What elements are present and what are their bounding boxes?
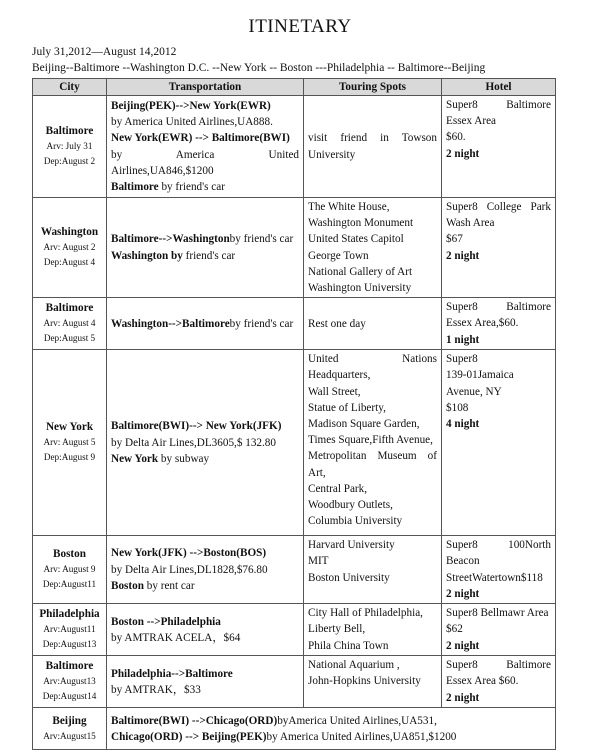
touring-spots-cell	[304, 536, 442, 604]
touring-spot: Times Square,Fifth Avenue,	[308, 434, 433, 447]
touring-spot: United Nations Headquarters,	[308, 353, 437, 382]
hotel-detail: 139-01Jamaica Avenue, NY	[446, 369, 514, 398]
transportation-cell	[107, 604, 304, 656]
touring-spot: Wall Street,	[308, 385, 361, 398]
table-row	[33, 298, 556, 350]
arrival-date: Arv: July 31	[46, 141, 93, 151]
transport-line	[111, 231, 299, 247]
table-row	[33, 198, 556, 298]
touring-spot: Boston University	[308, 571, 390, 584]
city-name: Washington	[40, 226, 99, 239]
touring-spot: MIT	[308, 555, 329, 568]
hotel-nights: 2 night	[446, 587, 480, 600]
touring-spot: City Hall of Philadelphia,	[308, 607, 423, 620]
city-name: Baltimore	[45, 660, 94, 673]
touring-spots-cell	[304, 656, 442, 708]
arrival-date: Arv: August 4	[43, 318, 96, 329]
departure-date: Dep:August 9	[43, 452, 96, 463]
final-transport-line	[111, 729, 551, 745]
touring-spot: Phila China Town	[308, 639, 389, 652]
touring-spots-cell	[304, 350, 442, 536]
transport-detail: by AMTRAK ACELA，$64	[111, 631, 241, 644]
hotel-nights: 4 night	[446, 418, 480, 431]
transport-detail: by Delta Air Lines,DL3605,$ 132.80	[111, 436, 276, 449]
page-title: ITINETARY	[248, 16, 352, 37]
table-row	[33, 536, 556, 604]
hotel-detail: $67	[446, 233, 463, 246]
city-name: Boston	[53, 548, 86, 561]
header-city: City	[33, 79, 107, 96]
transport-route: New York(JFK) -->Boston(BOS)	[111, 547, 267, 560]
touring-spot: John-Hopkins University	[308, 675, 421, 688]
transport-line	[111, 451, 299, 467]
arrival-date: Arv:August13	[43, 676, 96, 687]
hotel-detail: Super8 College Park Wash Area	[446, 201, 551, 230]
touring-spot: United States Capitol	[308, 233, 404, 246]
transport-detail: byAmerica United Airlines,UA531,	[277, 714, 437, 727]
hotel-detail: $108	[446, 401, 469, 414]
city-cell	[33, 350, 107, 536]
city-cell	[33, 604, 107, 656]
header-transportation: Transportation	[107, 79, 304, 96]
hotel-nights: 2 night	[446, 639, 480, 652]
transport-line	[111, 316, 299, 332]
departure-date: Dep:August 2	[43, 156, 96, 166]
date-range: July 31,2012—August 14,2012	[32, 46, 177, 58]
transport-detail: by America United Airlines,UA888.	[111, 116, 273, 129]
hotel-detail: Super8 100North Beacon StreetWatertown$118	[446, 539, 551, 584]
touring-spot: The White House,	[308, 201, 390, 213]
transport-route: Baltimore	[111, 180, 159, 193]
transportation-cell	[107, 656, 304, 708]
hotel-nights: 2 night	[446, 249, 480, 262]
city-cell	[33, 536, 107, 604]
departure-date: Dep:August11	[42, 579, 97, 590]
hotel-nights: 2 night	[446, 147, 480, 160]
hotel-detail: $62	[446, 623, 463, 636]
touring-spot: visit friend in Towson University	[308, 132, 437, 161]
touring-spot: Central Park,	[308, 482, 368, 495]
departure-date: Dep:August 4	[43, 257, 96, 268]
touring-spot: Washington Monument	[308, 217, 414, 230]
transport-detail: friend's car	[182, 249, 236, 262]
arrival-date: Arv: August 9	[43, 564, 96, 575]
transport-route: New York(EWR) --> Baltimore(BWI)	[111, 132, 290, 145]
arrival-date: Arv: August 5	[43, 437, 96, 448]
hotel-detail: Super8 Baltimore Essex Area $60.	[446, 659, 551, 688]
transport-route: Washington by	[111, 249, 183, 262]
header-hotel: Hotel	[442, 79, 556, 96]
hotel-detail: Super8 Baltimore Essex Area	[446, 99, 551, 128]
departure-date: Dep:August14	[42, 691, 97, 702]
table-row-final	[33, 708, 556, 750]
transportation-cell	[107, 198, 304, 298]
city-name: Philadelphia	[39, 608, 100, 621]
touring-spot: Woodbury Outlets,	[308, 499, 393, 512]
hotel-nights: 2 night	[446, 691, 480, 704]
departure-date: Dep:August13	[42, 639, 97, 650]
touring-spot: Statue of Liberty,	[308, 401, 386, 414]
touring-spot: Columbia University	[308, 515, 403, 528]
transportation-cell	[107, 350, 304, 536]
transport-route: Boston -->Philadelphia	[111, 615, 221, 628]
transport-detail: by subway	[158, 452, 210, 465]
touring-spot: Rest one day	[308, 317, 366, 330]
touring-spot: Metropolitan Museum of Art,	[308, 450, 437, 479]
transport-route: Beijing(PEK)-->New York(EWR)	[111, 99, 271, 112]
table-row	[33, 350, 556, 536]
touring-spot: Harvard University	[308, 539, 395, 552]
touring-spot: National Gallery of Art	[308, 265, 413, 278]
touring-spots-cell	[304, 604, 442, 656]
transport-detail: by America United Airlines,UA846,$1200	[111, 148, 299, 177]
touring-spot: George Town	[308, 249, 369, 262]
hotel-nights: 1 night	[446, 333, 480, 346]
city-cell	[33, 708, 107, 750]
hotel-cell	[442, 198, 556, 298]
transport-detail: by friend's car	[229, 317, 294, 330]
hotel-cell	[442, 536, 556, 604]
touring-spots-cell	[304, 298, 442, 350]
final-transport-line	[111, 713, 551, 729]
hotel-cell	[442, 350, 556, 536]
touring-spot: National Aquarium ,	[308, 659, 400, 672]
final-transport-cell	[107, 708, 556, 750]
route-summary: Beijing--Baltimore --Washington D.C. --New York -- Boston ---Philadelphia -- Baltimore--Beijing	[32, 62, 486, 74]
transport-route: Washington-->Baltimore	[111, 317, 230, 330]
departure-date: Dep:August 5	[43, 333, 96, 344]
itinerary-table	[32, 78, 556, 750]
city-name: New York	[45, 421, 94, 434]
city-cell	[33, 656, 107, 708]
table-row	[33, 604, 556, 656]
city-name: Beijing	[52, 714, 87, 727]
transport-route: New York	[111, 452, 159, 465]
arrival-date: Arv:August11	[43, 624, 96, 635]
hotel-detail: Super8 Bellmawr Area	[446, 607, 549, 620]
table-body	[33, 96, 556, 708]
transport-detail: by AMTRAK，$33	[111, 683, 201, 696]
hotel-cell	[442, 656, 556, 708]
transportation-cell	[107, 96, 304, 198]
transportation-cell	[107, 536, 304, 604]
touring-spot: Washington University	[308, 282, 412, 295]
city-cell	[33, 96, 107, 198]
transport-detail: by rent car	[143, 579, 195, 592]
transport-detail: by Delta Air Lines,DL1828,$76.80	[111, 563, 268, 576]
arrival-date: Arv:August15	[43, 730, 96, 741]
transport-detail: by friend's car	[229, 233, 294, 246]
hotel-detail: Super8 Baltimore Essex Area,$60.	[446, 301, 551, 330]
hotel-detail: Super8	[446, 353, 478, 366]
hotel-detail: $60.	[446, 131, 466, 144]
arrival-date: Arv: August 2	[43, 242, 96, 253]
city-cell	[33, 198, 107, 298]
touring-spots-cell	[304, 198, 442, 298]
table-row	[33, 656, 556, 708]
transport-route: Philadelphia-->Baltimore	[111, 667, 233, 680]
transport-route: Baltimore(BWI) -->Chicago(ORD)	[111, 714, 278, 727]
touring-spot: Madison Square Garden,	[308, 418, 420, 431]
city-cell	[33, 298, 107, 350]
table-row	[33, 96, 556, 198]
hotel-cell	[442, 96, 556, 198]
transport-route: Boston	[111, 579, 144, 592]
transport-route: Chicago(ORD) --> Beijing(PEK)	[111, 730, 267, 743]
city-name: Baltimore	[45, 302, 94, 315]
city-name: Baltimore	[45, 125, 94, 137]
transportation-cell	[107, 298, 304, 350]
transport-route: Baltimore(BWI)--> New York(JFK)	[111, 420, 282, 433]
transport-line	[111, 578, 299, 594]
transport-detail: by friend's car	[158, 180, 225, 193]
transport-line	[111, 179, 299, 195]
transport-line	[111, 248, 299, 264]
hotel-cell	[442, 604, 556, 656]
header-touring-spots: Touring Spots	[304, 79, 442, 96]
transport-detail: by America United Airlines,UA851,$1200	[266, 730, 457, 743]
transport-route: Baltimore-->Washington	[111, 233, 230, 246]
touring-spot: Liberty Bell,	[308, 623, 366, 636]
table-header-row	[33, 79, 556, 96]
touring-spots-cell	[304, 96, 442, 198]
hotel-cell	[442, 298, 556, 350]
